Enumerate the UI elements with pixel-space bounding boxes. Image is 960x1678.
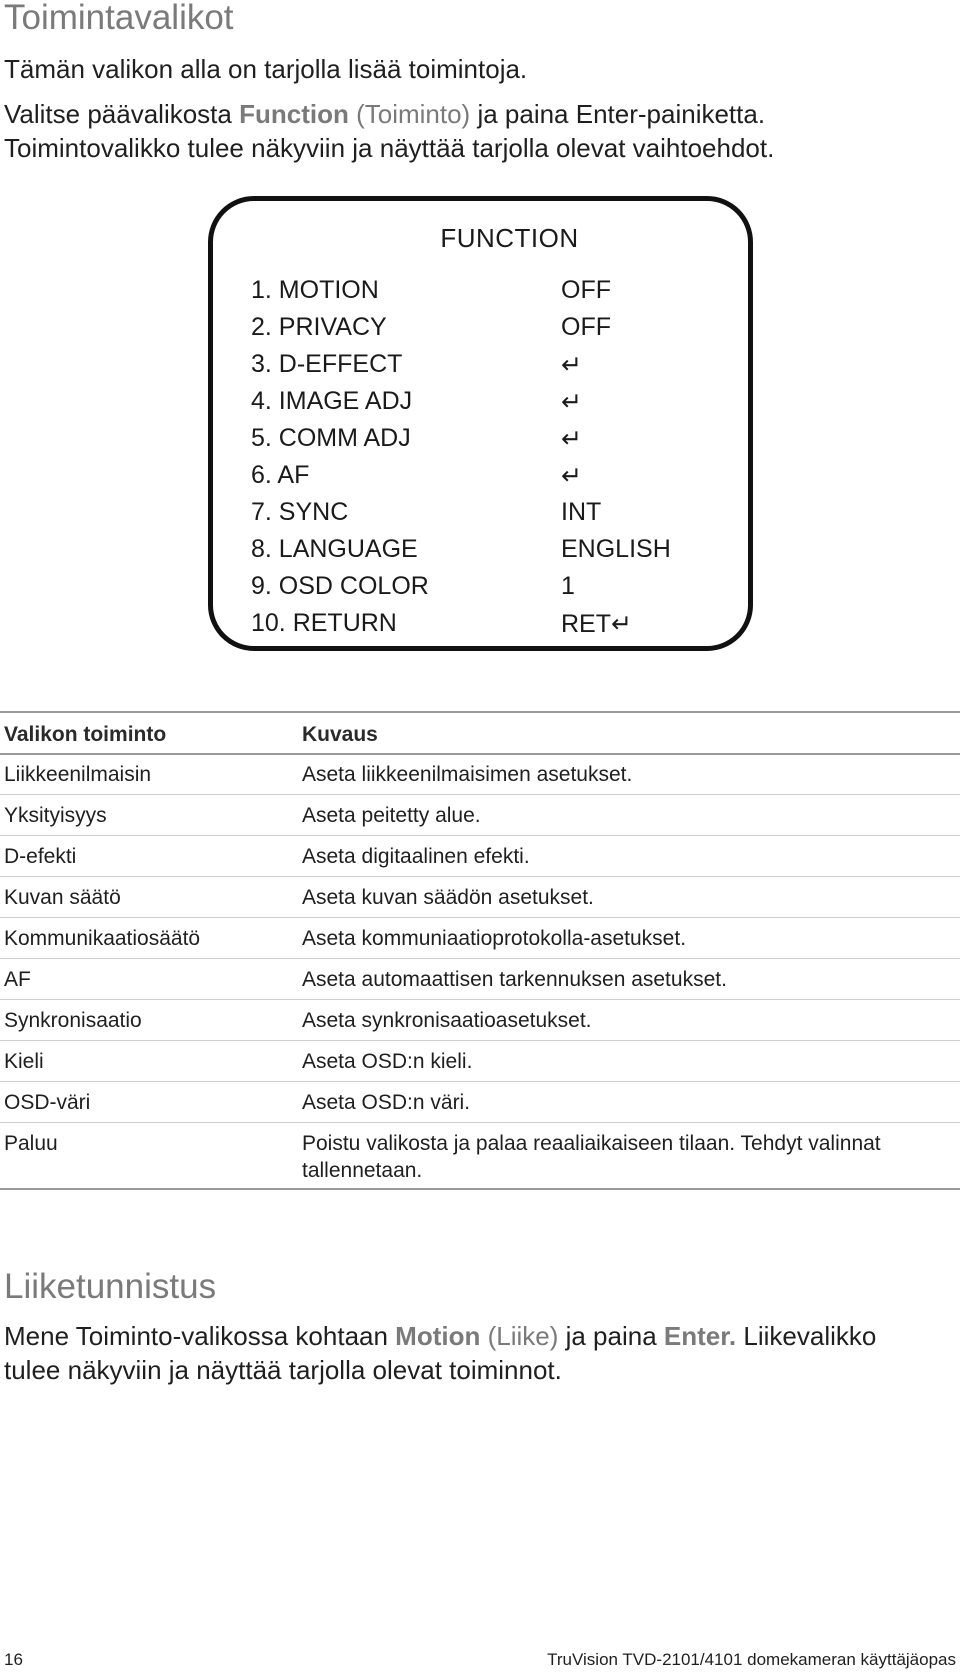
table-cell-function: OSD-väri [4, 1091, 91, 1114]
table-header-function: Valikon toiminto [4, 723, 167, 746]
table-row-divider [0, 1122, 960, 1123]
osd-item-label: 9. OSD COLOR [251, 572, 429, 600]
motion-text: Mene Toiminto-valikossa kohtaan [4, 1321, 396, 1351]
table-row-divider [0, 917, 960, 918]
table-row-divider [0, 876, 960, 877]
osd-item-label: 1. MOTION [251, 276, 379, 304]
table-row-divider [0, 1081, 960, 1082]
instruction-text-line2: Toimintovalikko tulee näkyviin ja näyttää tarjolla olevat vaihtoehdot. [4, 133, 775, 163]
osd-item-label: 8. LANGUAGE [251, 535, 418, 563]
osd-item-value: RET↵ [561, 610, 632, 638]
table-cell-function: Kommunikaatiosäätö [4, 927, 201, 950]
osd-item-value: OFF [561, 276, 611, 304]
osd-item-value: ↵ [561, 462, 582, 490]
motion-translation: (Liike) [480, 1321, 559, 1351]
footer-document-title: TruVision TVD-2101/4101 domekameran käyttäjäopas [547, 1650, 956, 1669]
table-cell-description: Aseta kommuniaatioprotokolla-asetukset. [302, 927, 687, 950]
table-cell-description: Aseta liikkeenilmaisimen asetukset. [302, 763, 633, 786]
table-cell-description: Aseta OSD:n kieli. [302, 1050, 473, 1073]
osd-item-value: 1 [561, 572, 575, 600]
table-cell-description: Aseta OSD:n väri. [302, 1091, 471, 1114]
table-cell-description: Aseta kuvan säädön asetukset. [302, 886, 594, 909]
osd-item-value: OFF [561, 313, 611, 341]
function-translation: (Toiminto) [348, 99, 471, 129]
table-row-divider [0, 999, 960, 1000]
table-cell-function: AF [4, 968, 31, 991]
instruction-paragraph [4, 97, 774, 165]
motion-keyword: Motion [395, 1321, 481, 1351]
table-cell-function: Paluu [4, 1132, 58, 1155]
table-cell-function: Liikkeenilmaisin [4, 763, 152, 786]
osd-item-value: ↵ [561, 351, 582, 379]
osd-item-label: 4. IMAGE ADJ [251, 387, 413, 415]
osd-item-value: ↵ [561, 388, 582, 416]
osd-item-value: ↵ [561, 425, 582, 453]
table-cell-description: Poistu valikosta ja palaa reaaliaikaiseen tilaan. Tehdyt valinnat tallennetaan. [302, 1132, 881, 1182]
osd-item-label: 10. RETURN [251, 609, 397, 637]
table-cell-function: Kuvan säätö [4, 886, 121, 909]
instruction-text: Valitse päävalikosta [4, 99, 240, 129]
table-bottom-rule [0, 1188, 960, 1190]
table-cell-description: Aseta peitetty alue. [302, 804, 481, 827]
table-cell-function: Synkronisaatio [4, 1009, 142, 1032]
table-cell-description: Aseta automaattisen tarkennuksen asetukset. [302, 968, 727, 991]
table-cell-description: Aseta synkronisaatioasetukset. [302, 1009, 592, 1032]
osd-item-label: 5. COMM ADJ [251, 424, 411, 452]
motion-text: Liikevalikko [736, 1321, 877, 1351]
motion-text-line2: tulee näkyviin ja näyttää tarjolla olevat toiminnot. [4, 1355, 562, 1385]
table-row-divider [0, 794, 960, 795]
motion-paragraph [4, 1319, 876, 1387]
table-cell-description: Aseta digitaalinen efekti. [302, 845, 530, 868]
section-title-function-menus: Toimintavalikot [4, 0, 234, 37]
table-row-divider [0, 835, 960, 836]
table-row-divider [0, 1040, 960, 1041]
motion-text: ja paina [558, 1321, 664, 1351]
osd-item-label: 2. PRIVACY [251, 313, 387, 341]
instruction-text: ja paina Enter-painiketta. [470, 99, 766, 129]
table-cell-function: Kieli [4, 1050, 44, 1073]
table-top-rule [0, 711, 960, 713]
function-keyword: Function [239, 99, 349, 129]
enter-keyword: Enter. [663, 1321, 737, 1351]
table-cell-function: D-efekti [4, 845, 77, 868]
page-number: 16 [4, 1650, 23, 1669]
osd-menu-title: FUNCTION [440, 223, 579, 253]
osd-item-value: INT [561, 498, 602, 526]
table-cell-function: Yksityisyys [4, 804, 107, 827]
table-row-divider [0, 958, 960, 959]
intro-paragraph: Tämän valikon alla on tarjolla lisää toimintoja. [4, 54, 528, 84]
osd-item-label: 3. D-EFFECT [251, 350, 403, 378]
section-title-motion-detection: Liiketunnistus [4, 1267, 217, 1306]
osd-item-value: ENGLISH [561, 535, 671, 563]
table-header-rule [0, 753, 960, 755]
table-header-description: Kuvaus [302, 723, 378, 746]
osd-item-label: 6. AF [251, 461, 310, 489]
osd-function-menu-image [208, 196, 753, 651]
osd-item-label: 7. SYNC [251, 498, 349, 526]
